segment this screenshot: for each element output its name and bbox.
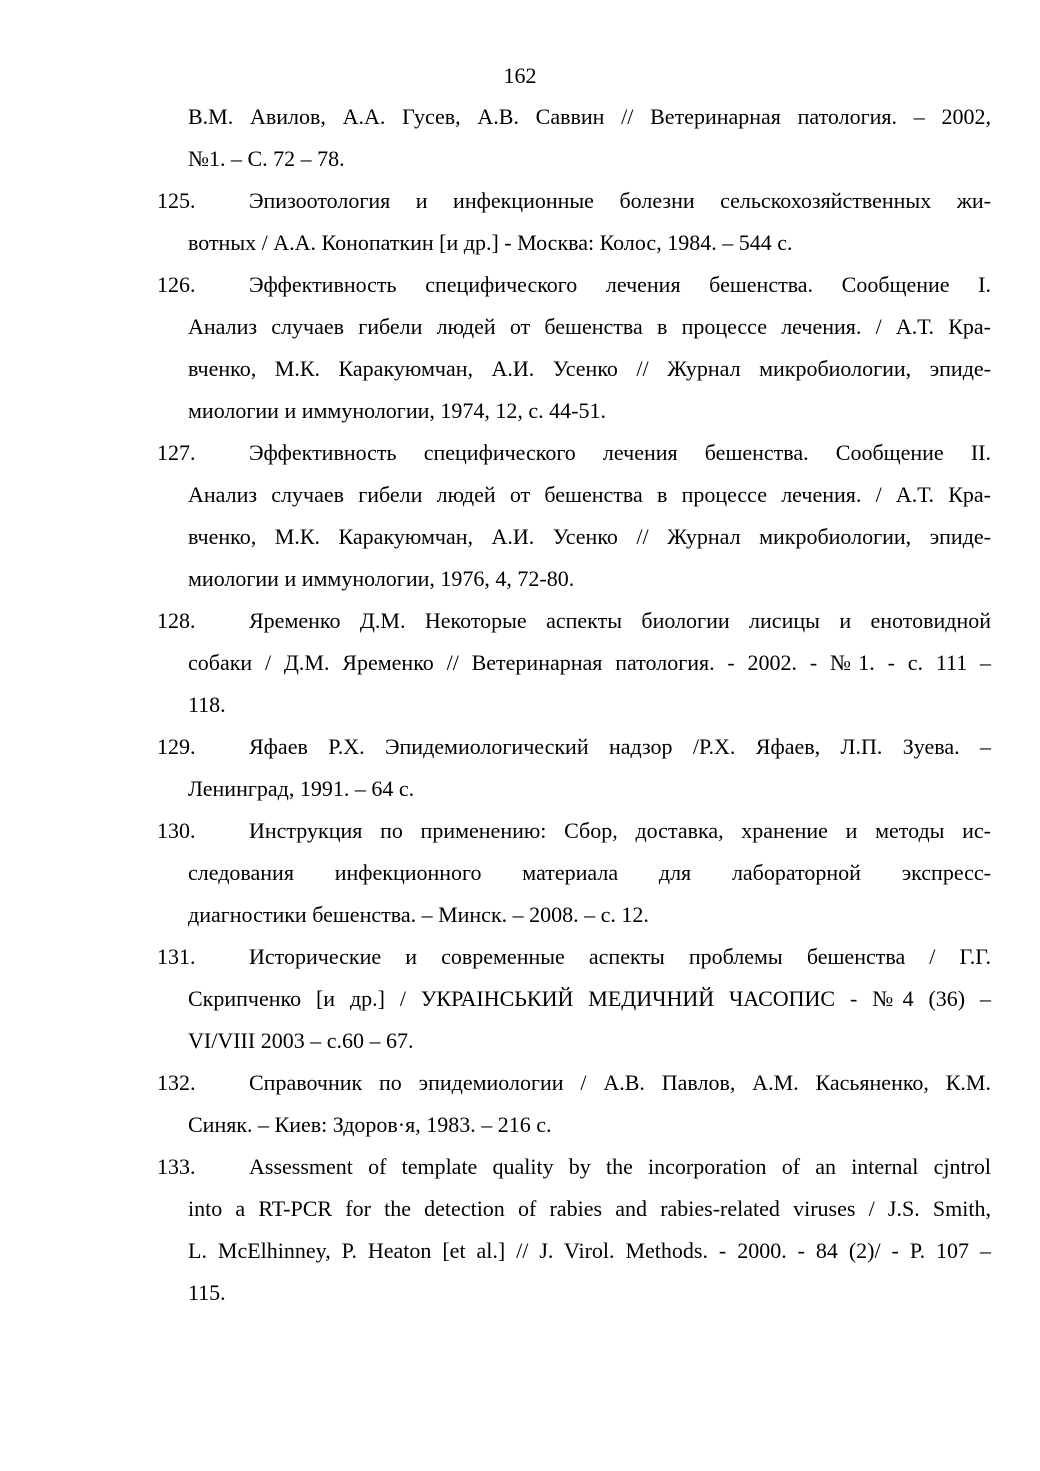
text-line	[157, 936, 991, 978]
text-line: диагностики бешенства. – Минск. – 2008. – с. 12.	[188, 902, 649, 927]
text-line: 115.	[188, 1280, 226, 1305]
reference-entry	[157, 1146, 991, 1314]
reference-entry	[157, 600, 991, 726]
entry-text: Эффективность специфического лечения бешенства. Сообщение I.	[249, 272, 991, 297]
entry-number: 125.	[157, 188, 196, 213]
text-line: into a RT-PCR for the detection of rabies and rabies-related viruses / J.S. Smith,	[188, 1196, 991, 1221]
text-line	[157, 432, 991, 474]
entry-text: Assessment of template quality by the incorporation of an internal cjntrol	[249, 1154, 991, 1179]
text-line: вченко, М.К. Каракуюмчан, А.И. Усенко // Журнал микробиологии, эпиде-	[188, 356, 991, 381]
text-line: В.М. Авилов, А.А. Гусев, А.В. Саввин // Ветеринарная патология. – 2002,	[188, 104, 991, 129]
text-line: Синяк. – Киев: Здоров·я, 1983. – 216 с.	[188, 1112, 552, 1137]
entry-number: 130.	[157, 818, 196, 843]
reference-entry	[157, 264, 991, 432]
text-line	[157, 726, 991, 768]
reference-entry	[157, 726, 991, 810]
entry-text: Исторические и современные аспекты проблемы бешенства / Г.Г.	[249, 944, 991, 969]
entry-text: Яфаев Р.Х. Эпидемиологический надзор /Р.Х. Яфаев, Л.П. Зуева. –	[249, 734, 991, 759]
reference-entry	[157, 180, 991, 264]
text-line: миологии и иммунологии, 1976, 4, 72-80.	[188, 566, 575, 591]
entry-text: Инструкция по применению: Сбор, доставка, хранение и методы ис-	[249, 818, 991, 843]
entry-number: 128.	[157, 608, 196, 633]
text-line	[157, 600, 991, 642]
text-line: VI/VIII 2003 – с.60 – 67.	[188, 1028, 414, 1053]
text-line: вченко, М.К. Каракуюмчан, А.И. Усенко // Журнал микробиологии, эпиде-	[188, 524, 991, 549]
text-line: Анализ случаев гибели людей от бешенства в процессе лечения. / А.Т. Кра-	[188, 314, 991, 339]
text-line: 118.	[188, 692, 226, 717]
text-line	[157, 180, 991, 222]
reference-entry	[157, 1062, 991, 1146]
text-line	[157, 1146, 991, 1188]
text-line: Ленинград, 1991. – 64 с.	[188, 776, 415, 801]
text-line: собаки / Д.М. Яременко // Ветеринарная патология. - 2002. - №1. - с. 111 –	[188, 650, 991, 675]
reference-entry	[157, 936, 991, 1062]
entry-number: 132.	[157, 1070, 196, 1095]
reference-entry	[157, 810, 991, 936]
text-line	[157, 264, 991, 306]
text-line: Скрипченко [и др.] / УКРАІНСЬКИЙ МЕДИЧНИЙ ЧАСОПИС - №4 (36) –	[188, 986, 991, 1011]
entry-number: 131.	[157, 944, 196, 969]
entry-number: 126.	[157, 272, 196, 297]
text-line: миологии и иммунологии, 1974, 12, с. 44-51.	[188, 398, 606, 423]
entry-number: 127.	[157, 440, 196, 465]
entry-text: Справочник по эпидемиологии / А.В. Павлов, А.М. Касьяненко, К.М.	[249, 1070, 991, 1095]
text-line: L. McElhinney, P. Heaton [et al.] // J. Virol. Methods. - 2000. - 84 (2)/ - P. 107 –	[188, 1238, 991, 1263]
reference-list	[157, 96, 991, 1314]
text-line: вотных / А.А. Конопаткин [и др.] - Москва: Колос, 1984. – 544 с.	[188, 230, 793, 255]
reference-124-continuation	[157, 96, 991, 180]
text-line: следования инфекционного материала для лабораторной экспресс-	[188, 860, 991, 885]
reference-entry	[157, 432, 991, 600]
entry-number: 133.	[157, 1154, 196, 1179]
text-line: Анализ случаев гибели людей от бешенства в процессе лечения. / А.Т. Кра-	[188, 482, 991, 507]
entry-text: Эпизоотология и инфекционные болезни сельскохозяйственных жи-	[249, 188, 991, 213]
text-line	[157, 1062, 991, 1104]
entry-number: 129.	[157, 734, 196, 759]
entry-text: Яременко Д.М. Некоторые аспекты биологии лисицы и енотовидной	[249, 608, 991, 633]
page-number: 162	[503, 63, 537, 88]
entry-text: Эффективность специфического лечения бешенства. Сообщение II.	[249, 440, 991, 465]
text-line: №1. – С. 72 – 78.	[188, 146, 345, 171]
text-line	[157, 810, 991, 852]
